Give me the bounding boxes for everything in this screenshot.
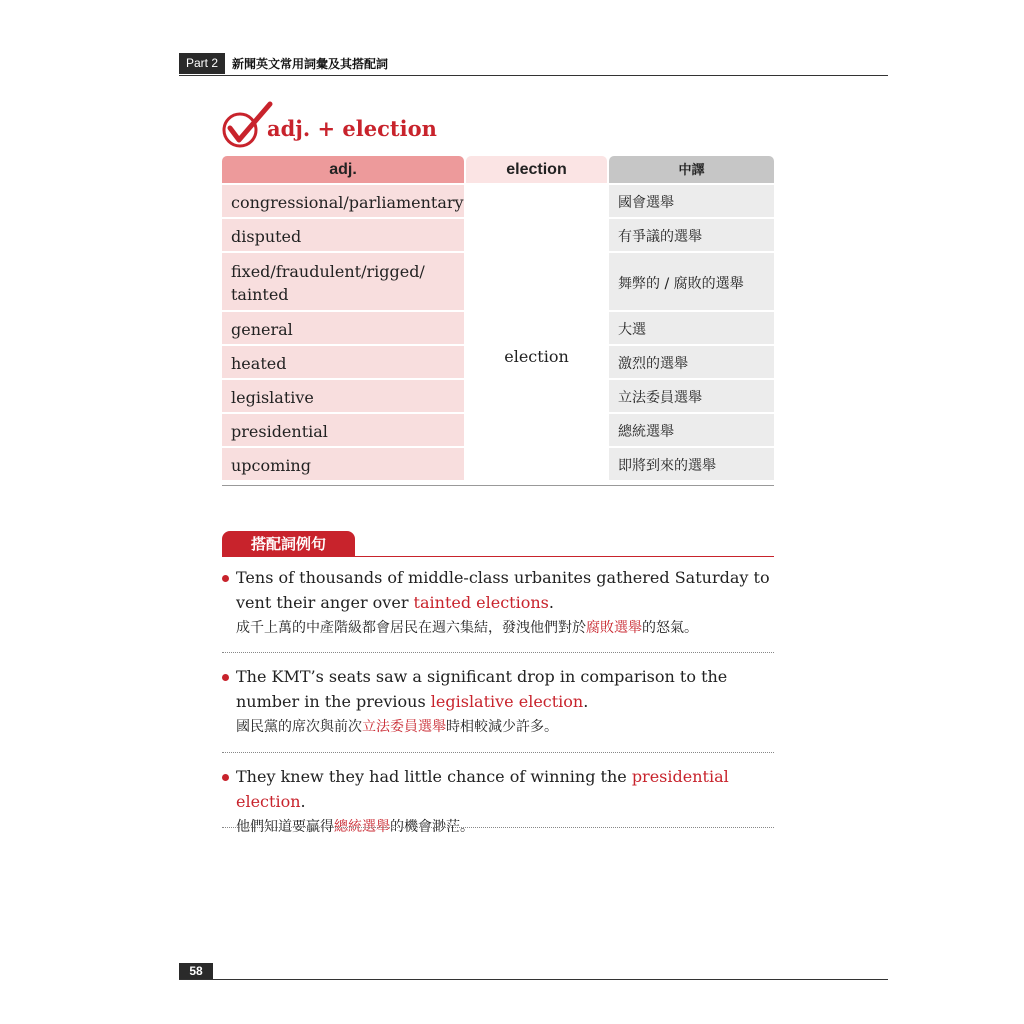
collocation-highlight: 立法委員選舉 xyxy=(362,719,446,735)
column-header-adj: adj. xyxy=(222,156,464,183)
page-footer xyxy=(179,963,888,980)
translation-cell: 國會選舉 xyxy=(609,183,774,217)
translation-cell: 激烈的選舉 xyxy=(609,344,774,378)
dotted-divider xyxy=(222,652,774,653)
adj-cell: congressional/parliamentary xyxy=(222,183,464,217)
adj-cell: legislative xyxy=(222,378,464,412)
column-header-election: election xyxy=(466,156,607,183)
example-item xyxy=(222,664,774,740)
check-circle-icon xyxy=(220,100,274,150)
collocation-highlight: 腐敗選舉 xyxy=(586,620,642,636)
translation-cell: 舞弊的 / 腐敗的選舉 xyxy=(609,251,774,310)
collocation-highlight: presidential election xyxy=(236,767,729,811)
adj-column xyxy=(222,183,464,480)
adj-cell: upcoming xyxy=(222,446,464,480)
bullet-icon xyxy=(222,774,229,781)
page-header xyxy=(179,53,888,76)
table-header xyxy=(222,156,774,183)
translation-cell: 總統選舉 xyxy=(609,412,774,446)
dotted-divider xyxy=(222,752,774,753)
part-tag: Part 2 xyxy=(179,53,225,74)
example-item xyxy=(222,764,774,840)
example-english: They knew they had little chance of winning the presidential election. xyxy=(236,767,729,811)
examples-divider xyxy=(222,556,774,557)
translation-column xyxy=(609,183,774,480)
collocation-highlight: 總統選舉 xyxy=(334,819,390,835)
example-chinese: 成千上萬的中產階級都會居民在週六集結，發洩他們對於腐敗選舉的怒氣。 xyxy=(236,620,698,636)
election-column xyxy=(466,183,607,485)
translation-cell: 有爭議的選舉 xyxy=(609,217,774,251)
example-item xyxy=(222,565,774,641)
translation-cell: 大選 xyxy=(609,310,774,344)
bullet-icon xyxy=(222,674,229,681)
adj-cell: presidential xyxy=(222,412,464,446)
collocation-highlight: legislative election xyxy=(430,692,584,711)
column-header-translation: 中譯 xyxy=(609,156,774,183)
election-cell: election xyxy=(504,347,569,366)
page-number: 58 xyxy=(179,963,213,979)
adj-cell: heated xyxy=(222,344,464,378)
collocation-highlight: tainted elections xyxy=(413,593,549,612)
section-title: adj. + election xyxy=(267,116,437,141)
example-chinese: 國民黨的席次與前次立法委員選舉時相較減少許多。 xyxy=(236,719,558,735)
chapter-title: 新聞英文常用詞彙及其搭配詞 xyxy=(232,57,389,71)
adj-cell: disputed xyxy=(222,217,464,251)
examples-label: 搭配詞例句 xyxy=(222,531,355,557)
dotted-divider xyxy=(222,827,774,828)
example-chinese: 他們知道要贏得總統選舉的機會渺茫。 xyxy=(236,819,474,835)
bullet-icon xyxy=(222,575,229,582)
translation-cell: 即將到來的選舉 xyxy=(609,446,774,480)
adj-cell: general xyxy=(222,310,464,344)
translation-cell: 立法委員選舉 xyxy=(609,378,774,412)
example-english: The KMT’s seats saw a significant drop in comparison to the number in the previous legislative election. xyxy=(236,667,728,711)
adj-cell: fixed/fraudulent/rigged/ tainted xyxy=(222,251,464,310)
collocation-table xyxy=(222,156,774,486)
example-english: Tens of thousands of middle-class urbanites gathered Saturday to vent their anger over tainted elections. xyxy=(236,568,770,612)
table-body xyxy=(222,183,774,486)
